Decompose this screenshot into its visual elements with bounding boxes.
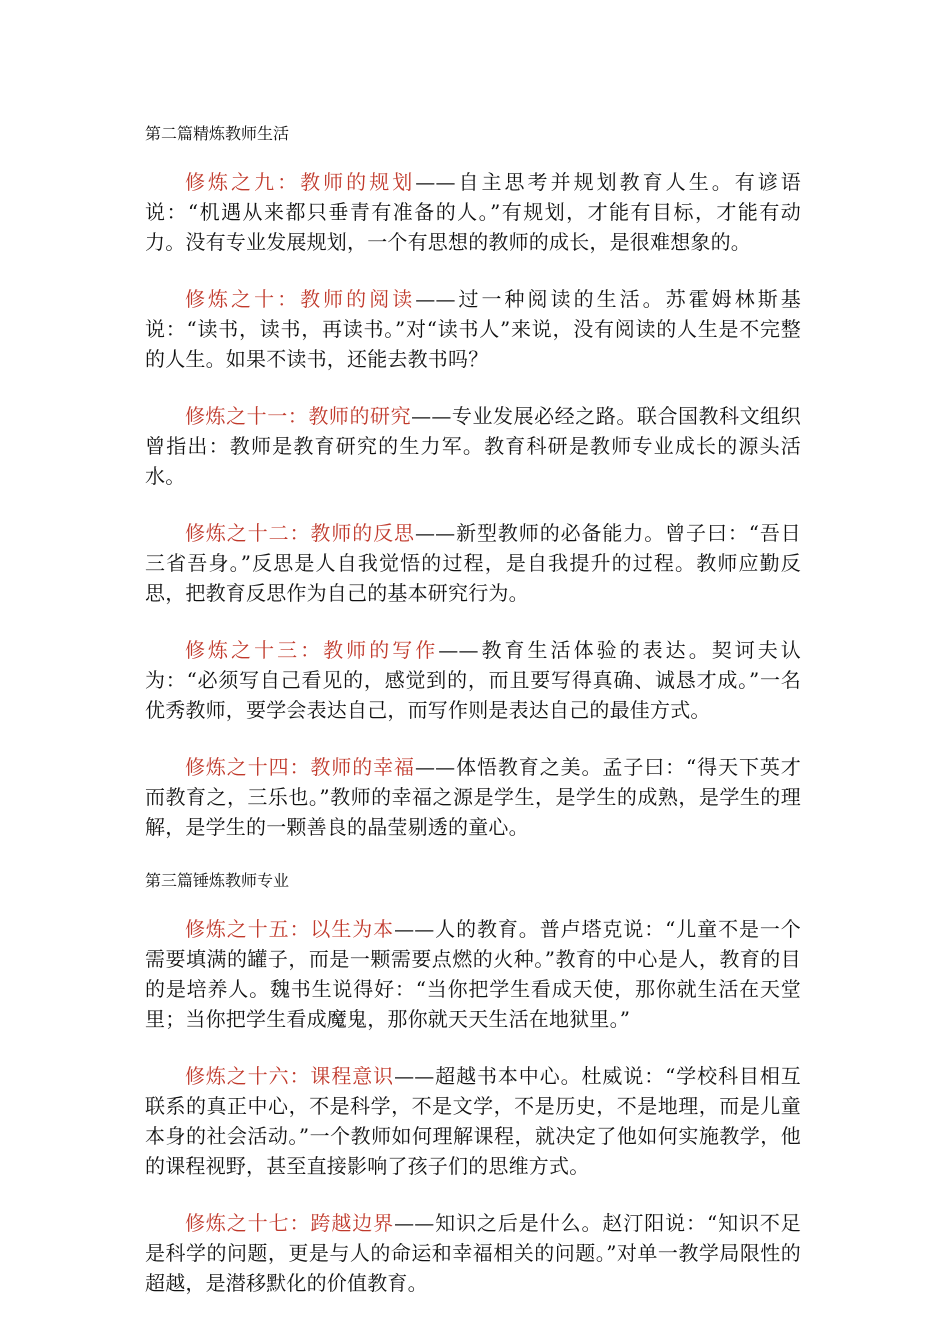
cultivation-item xyxy=(145,401,801,491)
document-content xyxy=(145,122,801,1298)
item-lead: 修炼之十六：课程意识 xyxy=(185,1064,395,1088)
cultivation-item xyxy=(145,518,801,608)
cultivation-item xyxy=(145,752,801,842)
section-heading: 第三篇锤炼教师专业 xyxy=(145,871,290,890)
item-lead: 修炼之十：教师的阅读 xyxy=(185,287,416,311)
section-heading: 第二篇精炼教师生活 xyxy=(145,124,290,143)
cultivation-item xyxy=(145,1208,801,1298)
item-lead: 修炼之十三：教师的写作 xyxy=(185,638,439,662)
item-body: ——超越书本中心。杜威说：“学校科目相互联系的真正中心，不是科学，不是文学，不是历史，不是地理，而是儿童本身的社会活动。”一个教师如何理解课程，就决定了他如何实施教学，他的课程视野，甚至直接影响了孩子们的思维方式。 xyxy=(145,1064,801,1178)
item-body: ——自主思考并规划教育人生。有谚语说：“机遇从来都只垂青有准备的人。”有规划，才能有目标，才能有动力。没有专业发展规划，一个有思想的教师的成长，是很难想象的。 xyxy=(145,170,802,254)
item-body: ——人的教育。普卢塔克说：“儿童不是一个需要填满的罐子，而是一颗需要点燃的火种。”教育的中心是人，教育的目的是培养人。魏书生说得好：“当你把学生看成天使，那你就生活在天堂里；当你把学生看成魔鬼，那你就天天生活在地狱里。” xyxy=(145,917,801,1031)
cultivation-item xyxy=(145,635,801,725)
cultivation-item xyxy=(145,914,801,1034)
item-body: ——过一种阅读的生活。苏霍姆林斯基说：“读书，读书，再读书。”对“读书人”来说，没有阅读的人生是不完整的人生。如果不读书，还能去教书吗？ xyxy=(145,287,802,371)
item-lead: 修炼之九：教师的规划 xyxy=(185,170,416,194)
item-lead: 修炼之十七：跨越边界 xyxy=(185,1211,395,1235)
item-body: ——专业发展必经之路。联合国教科文组织曾指出：教师是教育研究的生力军。教育科研是教师专业成长的源头活水。 xyxy=(145,404,801,488)
cultivation-item xyxy=(145,284,801,374)
item-body: ——新型教师的必备能力。曾子曰：“吾日三省吾身。”反思是人自我觉悟的过程，是自我提升的过程。教师应勤反思，把教育反思作为自己的基本研究行为。 xyxy=(145,521,801,605)
item-lead: 修炼之十一：教师的研究 xyxy=(185,404,412,428)
cultivation-item xyxy=(145,1061,801,1181)
item-body: ——体悟教育之美。孟子曰：“得天下英才而教育之，三乐也。”教师的幸福之源是学生，是学生的成熟，是学生的理解，是学生的一颗善良的晶莹剔透的童心。 xyxy=(145,755,801,839)
item-lead: 修炼之十二：教师的反思 xyxy=(185,521,415,545)
item-body: ——教育生活体验的表达。契诃夫认为：“必须写自己看见的，感觉到的，而且要写得真确、诚恳才成。”一名优秀教师，要学会表达自己，而写作则是表达自己的最佳方式。 xyxy=(145,638,801,722)
item-lead: 修炼之十四：教师的幸福 xyxy=(185,755,415,779)
item-lead: 修炼之十五：以生为本 xyxy=(185,917,395,941)
cultivation-item xyxy=(145,167,801,257)
item-body: ——知识之后是什么。赵汀阳说：“知识不足是科学的问题，更是与人的命运和幸福相关的问题。”对单一教学局限性的超越，是潜移默化的价值教育。 xyxy=(145,1211,801,1295)
